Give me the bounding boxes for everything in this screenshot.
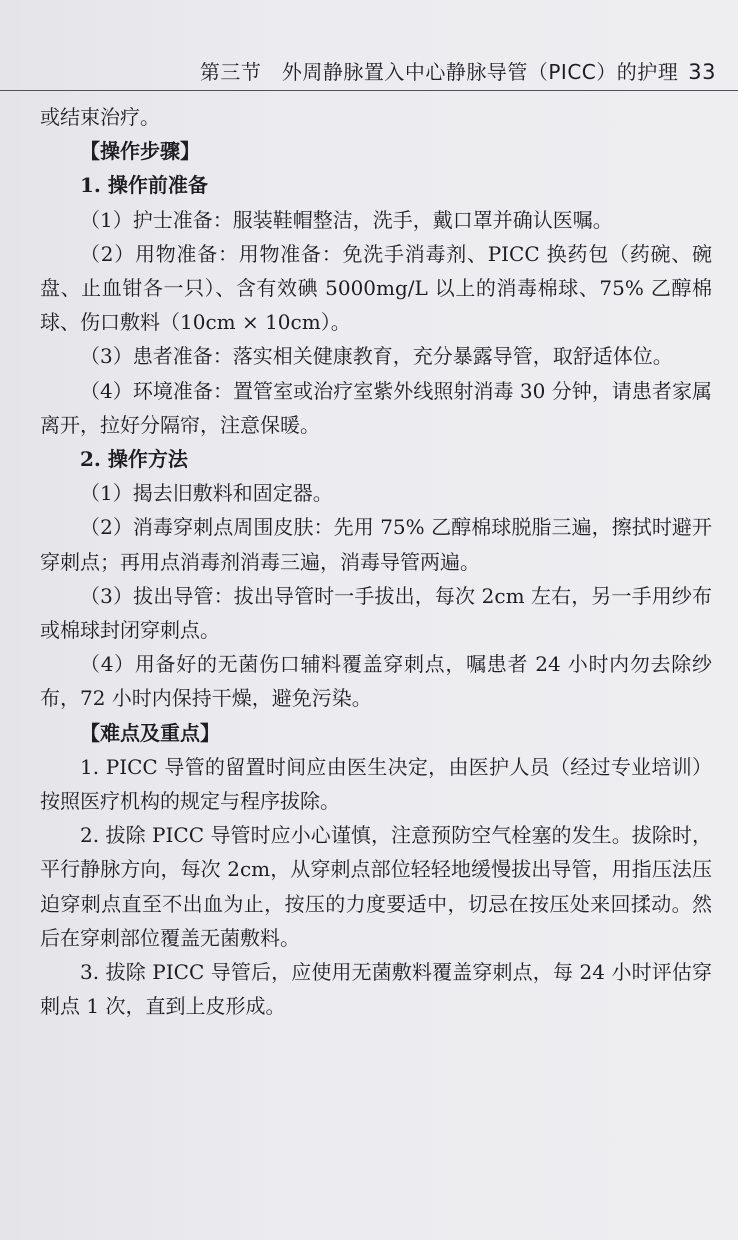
header-rule <box>0 90 738 91</box>
page-number: 33 <box>688 60 716 84</box>
method-item-1: （1）揭去旧敷料和固定器。 <box>80 481 333 506</box>
key-point-1: 1. PICC 导管的留置时间应由医生决定，由医护人员（经过专业培训）按照医疗机构的规定与程序拔除。 <box>40 754 712 814</box>
key-point-2: 2. 拔除 PICC 导管时应小心谨慎，注意预防空气栓塞的发生。拔除时，平行静脉方向，每次 2cm，从穿刺点部位轻轻地缓慢拔出导管，用指压法压迫穿刺点直至不出血为止，按压的力度要适中，切忌在按压处来回揉动。然后在穿刺部位覆盖无菌敷料。 <box>40 823 712 950</box>
section-title: 第三节 外周静脉置入中心静脉导管（PICC）的护理 <box>199 60 679 84</box>
prep-item-2: （2）用物准备：用物准备：免洗手消毒剂、PICC 换药包（药碗、碗盘、止血钳各一只）、含有效碘 5000mg/L 以上的消毒棉球、75% 乙醇棉球、伤口敷料（10cm × 10cm）。 <box>40 241 712 335</box>
method-item-4: （4）用备好的无菌伤口辅料覆盖穿刺点，嘱患者 24 小时内勿去除纱布，72 小时内保持干燥，避免污染。 <box>40 652 712 711</box>
method-item-3: （3）拔出导管：拔出导管时一手拔出，每次 2cm 左右，另一手用纱布或棉球封闭穿刺点。 <box>40 583 712 643</box>
intro-text: 或结束治疗。 <box>40 105 160 129</box>
method-heading: 2. 操作方法 <box>80 447 188 472</box>
page-body <box>40 100 712 1023</box>
running-header <box>200 56 716 85</box>
prep-heading: 1. 操作前准备 <box>80 173 208 198</box>
prep-item-4: （4）环境准备：置管室或治疗室紫外线照射消毒 30 分钟，请患者家属离开，拉好分隔帘，注意保暖。 <box>40 378 712 437</box>
steps-heading: 【操作步骤】 <box>80 139 200 164</box>
key-points-heading: 【难点及重点】 <box>80 720 220 745</box>
prep-item-1: （1）护士准备：服装鞋帽整洁，洗手，戴口罩并确认医嘱。 <box>80 207 613 232</box>
method-item-2: （2）消毒穿刺点周围皮肤：先用 75% 乙醇棉球脱脂三遍，擦拭时避开穿刺点；再用点消毒剂消毒三遍，消毒导管两遍。 <box>40 515 712 574</box>
key-point-3: 3. 拔除 PICC 导管后，应使用无菌敷料覆盖穿刺点，每 24 小时评估穿刺点 1 次，直到上皮形成。 <box>40 960 712 1019</box>
prep-item-3: （3）患者准备：落实相关健康教育，充分暴露导管，取舒适体位。 <box>80 344 673 369</box>
